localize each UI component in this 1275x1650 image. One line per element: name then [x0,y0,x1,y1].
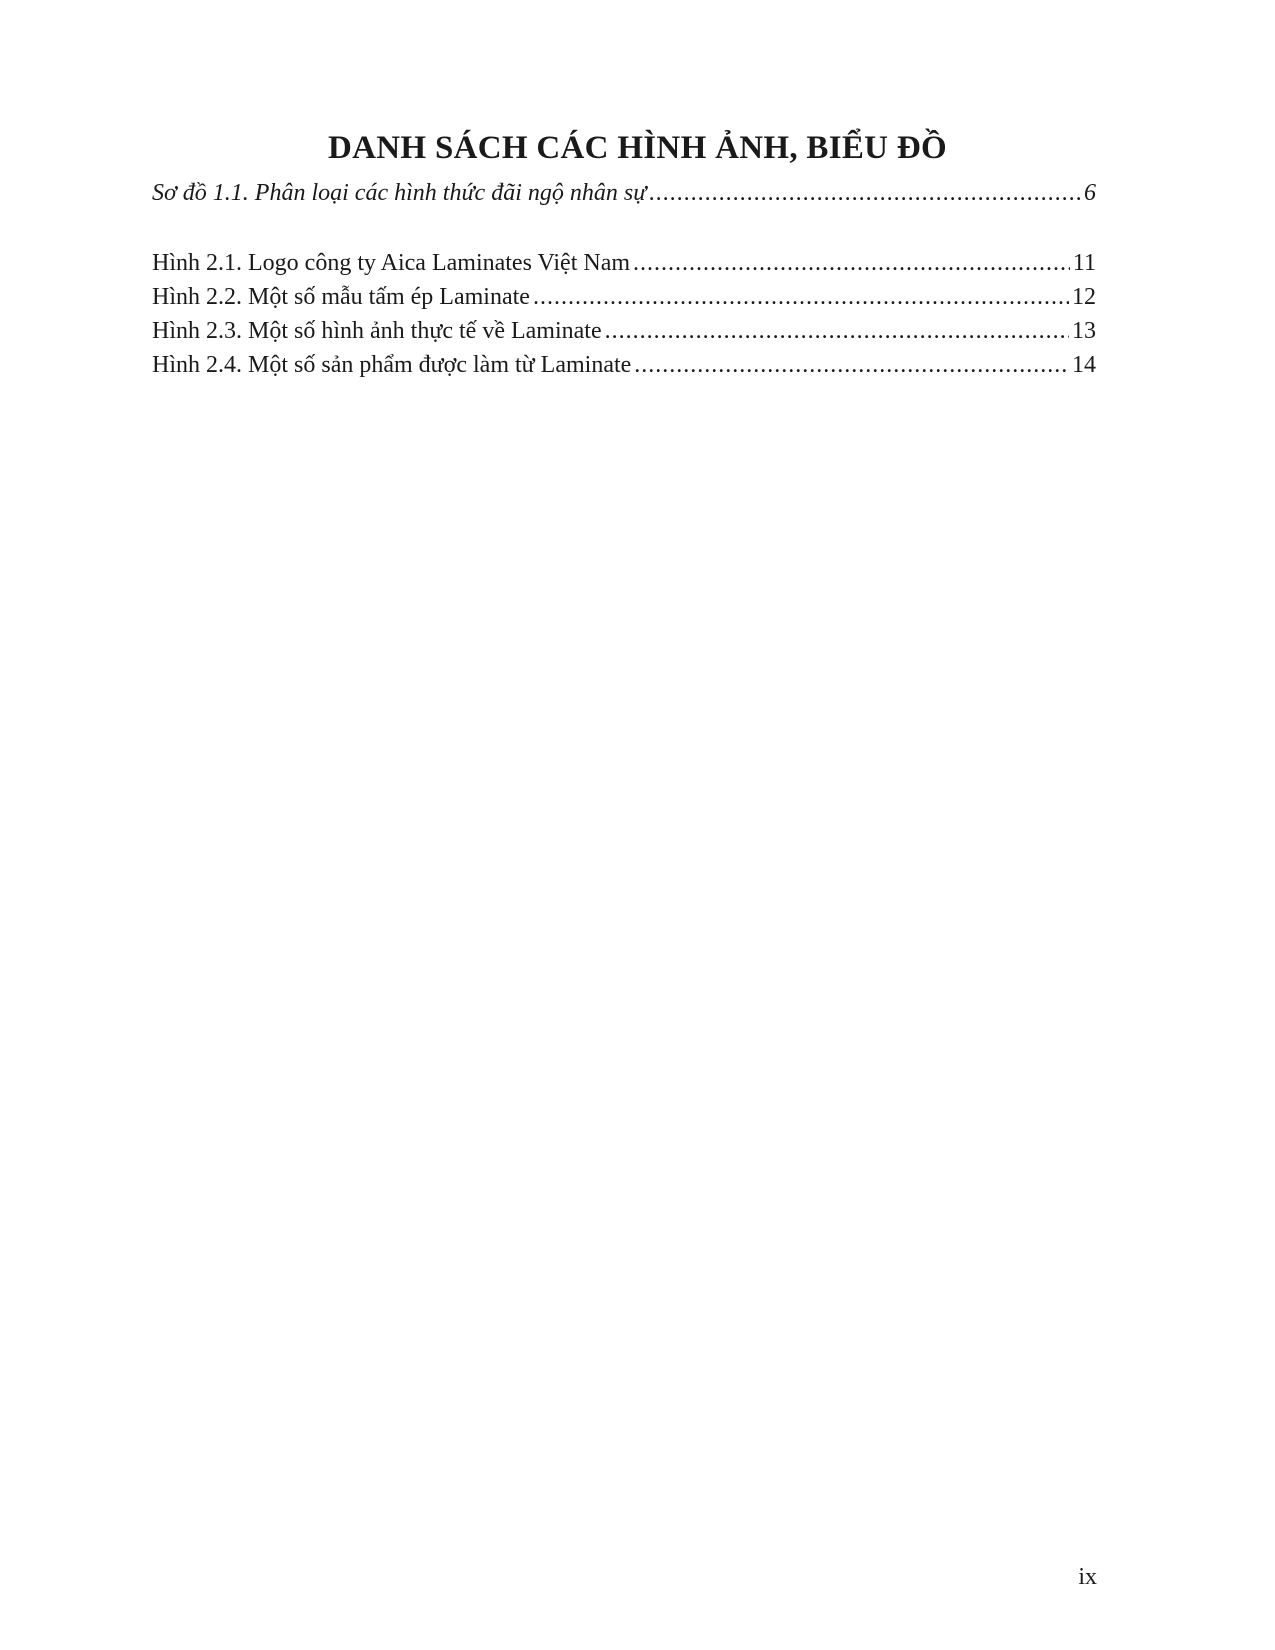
dot-leader [533,282,1069,312]
entry-page-number: 12 [1072,284,1096,310]
list-item[interactable] [152,316,1096,346]
list-item[interactable] [152,248,1096,278]
entry-page-number: 11 [1072,250,1096,276]
list-item[interactable] [152,178,1096,208]
entry-page-number: 13 [1072,318,1096,344]
entry-label: Hình 2.3. Một số hình ảnh thực tế về Laminate [152,318,602,344]
dot-leader [649,178,1081,208]
entry-label: Hình 2.4. Một số sản phẩm được làm từ Laminate [152,352,632,378]
entry-page-number: 6 [1084,180,1096,206]
entry-label: Sơ đồ 1.1. Phân loại các hình thức đãi ngộ nhân sự [152,180,647,206]
entry-label: Hình 2.2. Một số mẫu tấm ép Laminate [152,284,530,310]
list-item[interactable] [152,282,1096,312]
dot-leader [634,350,1069,380]
entry-page-number: 14 [1072,352,1096,378]
entry-label: Hình 2.1. Logo công ty Aica Laminates Việt Nam [152,250,631,276]
page-title: DANH SÁCH CÁC HÌNH ẢNH, BIỂU ĐỒ [328,130,947,166]
page-number: ix [1078,1564,1097,1590]
dot-leader [605,316,1069,346]
dot-leader [633,248,1070,278]
list-item[interactable] [152,350,1096,380]
